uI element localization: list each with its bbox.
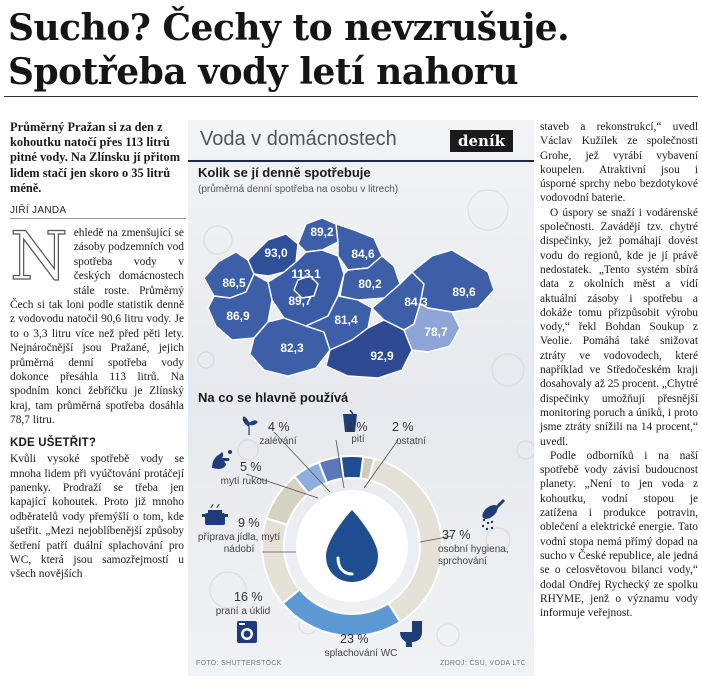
headline-line-1: Sucho? Čechy to nevzrušuje. [8, 7, 570, 49]
toilet-icon [398, 620, 424, 648]
region-value: 89,6 [452, 285, 476, 299]
source-credit: ZDROJ: ČSÚ, VODA LTC [440, 660, 526, 667]
region-value: 93,0 [264, 246, 288, 260]
region-value: 84,6 [351, 247, 375, 261]
region-value: 89,7 [288, 294, 312, 308]
region-value: 80,2 [358, 277, 382, 291]
map-subtitle: (průměrná denní spotřeba na osobu v litrech) [198, 184, 399, 195]
cooking-pot-icon [202, 504, 228, 528]
region-value: 81,4 [334, 313, 358, 327]
byline: JIŘÍ JANDA [10, 205, 67, 216]
usage-title: Na co se hlavně používá [198, 390, 349, 405]
region-value: 86,9 [226, 309, 250, 323]
label-myti-rukou: mytí rukou [220, 476, 268, 487]
article-paragraph: staveb a rekonstrukcí,“ uvedl Václav Kužílek ze společnosti Grohe, jež vyrábí vybavení koupelen. Atraktivní jsou i úsporné sprchy nebo bezdotykové vodovodní baterie. [540, 121, 698, 205]
region-value: 92,9 [370, 349, 394, 363]
donut-slice-2 [262, 518, 300, 603]
label-zalevani: zalévání [259, 436, 297, 447]
headline-rule [4, 96, 698, 97]
article-subhead: KDE UŠETŘIT? [10, 436, 97, 449]
label-piti: pití [351, 434, 365, 445]
label-priprava-jidla: příprava jídla, mytí nádobí [197, 532, 281, 555]
czech-map [188, 200, 534, 390]
pct-priprava-jidla: 9 % [238, 516, 260, 530]
drop-cap: N [10, 218, 68, 295]
infographic-title: Voda v domácnostech [200, 128, 397, 150]
region-value: 113,1 [291, 267, 321, 281]
region-value: 89,2 [310, 225, 334, 239]
region-value: 84,3 [404, 295, 428, 309]
brand-logo: deník [450, 130, 513, 152]
headline-line-2: Spotřeba vody letí nahoru [8, 51, 519, 93]
pct-myti-rukou: 5 % [240, 460, 262, 474]
photo-credit: FOTO: SHUTTERSTOCK [196, 660, 282, 667]
headline [8, 6, 698, 94]
region-value: 78,7 [424, 325, 448, 339]
region-value: 82,3 [280, 341, 304, 355]
region-value: 86,5 [222, 276, 246, 290]
hands-washing-icon [210, 448, 234, 470]
donut-slice-6 [341, 456, 364, 479]
pct-osobni-hygiena: 37 % [442, 528, 471, 542]
pct-ostatni: 2 % [392, 420, 414, 434]
label-prani-uklid: praní a úklid [215, 606, 271, 617]
lead-paragraph: Průměrný Pražan si za den z kohoutku natočí přes 113 litrů pitné vody. Na Zlínsku jí přitom lidem stačí jen skoro o 35 litrů méně. [10, 120, 181, 195]
pct-zalevani: 4 % [268, 420, 290, 434]
label-osobni-hygiena: osobní hygiena, sprchování [438, 544, 509, 567]
article-paragraph: ehledě na zmenšující se zásoby podzemních vod spotřeba vody v českých domácnostech stále roste. Průměrný Čech si tak loni podle statistik denně z vodovodu natočil 90,6 litru vody. Je to o 3,3 litru více než před pěti lety. Nejnáročnější jsou Pražané, jejich průměrná denní spotřeba vody dokonce přesáhla 113 litrů. Na spodním konci žebříčku je Zlínský kraj, tam průměrná spotřeba dosáhla 78,7 litru. [10, 227, 184, 427]
article-paragraph: O úspory se snaží i vodárenské společnosti. Zavádějí tzv. chytré dispečinky, jež pomáhají dovést vodu do regionů, kde je jí právě nedostatek. „Tento systém sbírá data z okolních měst a vidí aktuální zásoby i spotřebu a dokáže tomu přizpůsobit výrobu vody,“ řekl Bohdan Soukup z Veolie. Pomáhá také snižovat ztráty ve vodovodech, které například ve Středočeském kraji dosahovaly až 25 procent. „Chytré dispečinky umožňují přesnější monitoring poruch a úniků, i proto jsme ztráty snížili na 14 procent,“ uvedl. [540, 206, 698, 448]
pct-piti: 4 % [346, 420, 368, 434]
pct-splachovani: 23 % [340, 632, 369, 646]
shower-head-icon [480, 498, 508, 532]
infographic [188, 120, 534, 676]
title-rule [188, 160, 534, 162]
watering-plant-icon [238, 414, 260, 436]
label-splachovani: splachování WC [324, 648, 398, 659]
article-column-3 [540, 120, 698, 620]
article-column-1 [10, 218, 184, 582]
washing-machine-icon [236, 620, 258, 644]
label-ostatni: ostatní [395, 436, 427, 447]
article-paragraph: Kvůli vysoké spotřebě vody se mnoha lidem při vyúčtování protáčejí panenky. Prodraží se třeba jen kapající kohoutek. Proto již mnoho odběratelů vody přemýšlí o tom, kde ušetřit. „Mezi nejoblíbenější způsoby šetření patří duální splachování pro WC, která jsou samozřejmostí u všech novějších [10, 453, 184, 581]
map-title: Kolik se jí denně spotřebuje [198, 165, 371, 180]
article-paragraph: Podle odborníků i na naší spotřebě vody závisí budoucnost planety. „Není to jen voda z kohoutku, vodní stopou je zatížena i produkce potravin, oblečení a elektrické energie. Tato vodní stopa nemá přímý dopad na sucho v České republice, ale jedná se o celosvětovou bilanci vody,“ dodal Ondřej Rychecký ze spolku RHYME, jenž o významu vody informuje veřejnost. [540, 449, 698, 620]
pct-prani-uklid: 16 % [234, 590, 263, 604]
